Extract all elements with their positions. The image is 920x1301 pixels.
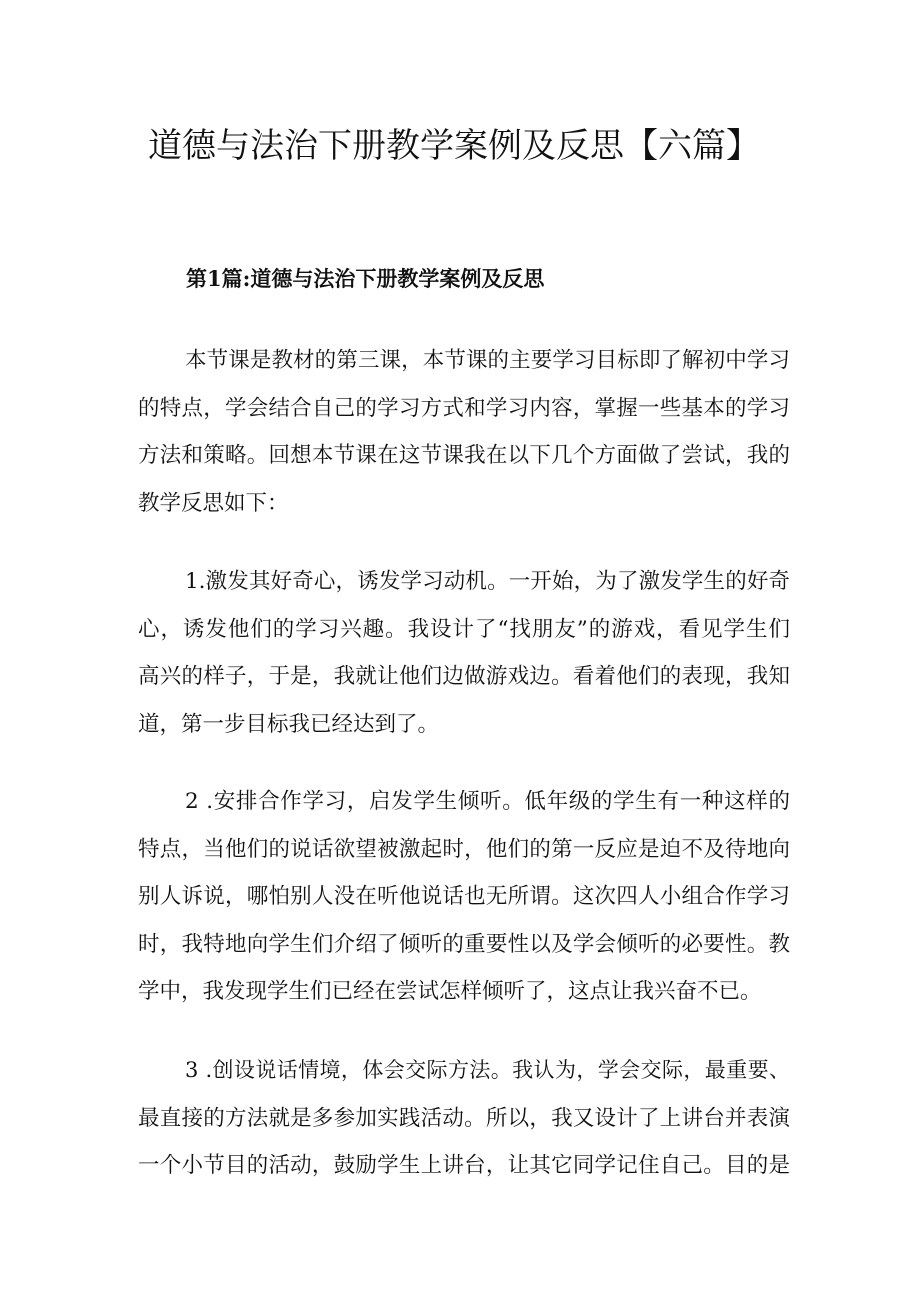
paragraph-line: 道，第一步目标我已经达到了。 — [138, 711, 440, 737]
paragraph-line: 最直接的方法就是多参加实践活动。所以，我又设计了上讲台并表演 — [138, 1105, 790, 1131]
paragraph-line: 本节课是教材的第三课，本节课的主要学习目标即了解初中学习 — [185, 348, 790, 373]
section-heading: 第1篇:道德与法治下册教学案例及反思 — [186, 266, 545, 291]
paragraph-point-2 — [138, 778, 790, 1016]
paragraph-line: 2 .安排合作学习，启发学生倾听。低年级的学生有一种这样的 — [185, 789, 790, 814]
paragraph-line: 心，诱发他们的学习兴趣。我设计了“找朋友”的游戏，看见学生们 — [138, 616, 790, 642]
paragraph-line: 教学反思如下： — [138, 490, 289, 516]
paragraph-line: 特点，当他们的说话欲望被激起时，他们的第一反应是迫不及待地向 — [138, 836, 790, 862]
paragraph-point-1 — [138, 558, 790, 748]
paragraph-point-3 — [138, 1047, 790, 1190]
paragraph-line: 的特点，学会结合自己的学习方式和学习内容，掌握一些基本的学习 — [138, 395, 790, 421]
paragraph-line: 时，我特地向学生们介绍了倾听的重要性以及学会倾听的必要性。教 — [138, 931, 790, 957]
document-title: 道德与法治下册教学案例及反思【六篇】 — [148, 126, 760, 166]
paragraph-line: 一个小节目的活动，鼓励学生上讲台，让其它同学记住自己。目的是 — [138, 1153, 790, 1178]
paragraph-line: 高兴的样子，于是，我就让他们边做游戏边。看着他们的表现，我知 — [138, 664, 790, 689]
paragraph-intro — [138, 337, 790, 527]
paragraph-line: 方法和策略。回想本节课在这节课我在以下几个方面做了尝试，我的 — [138, 443, 790, 468]
paragraph-line: 3 .创设说话情境，体会交际方法。我认为，学会交际，最重要、 — [185, 1058, 790, 1082]
paragraph-line: 学中，我发现学生们已经在尝试怎样倾听了，这点让我兴奋不已。 — [138, 979, 762, 1004]
paragraph-line: 别人诉说，哪怕别人没在听他说话也无所谓。这次四人小组合作学习 — [138, 884, 790, 909]
paragraph-line: 1.激发其好奇心，诱发学习动机。一开始，为了激发学生的好奇 — [185, 569, 790, 594]
